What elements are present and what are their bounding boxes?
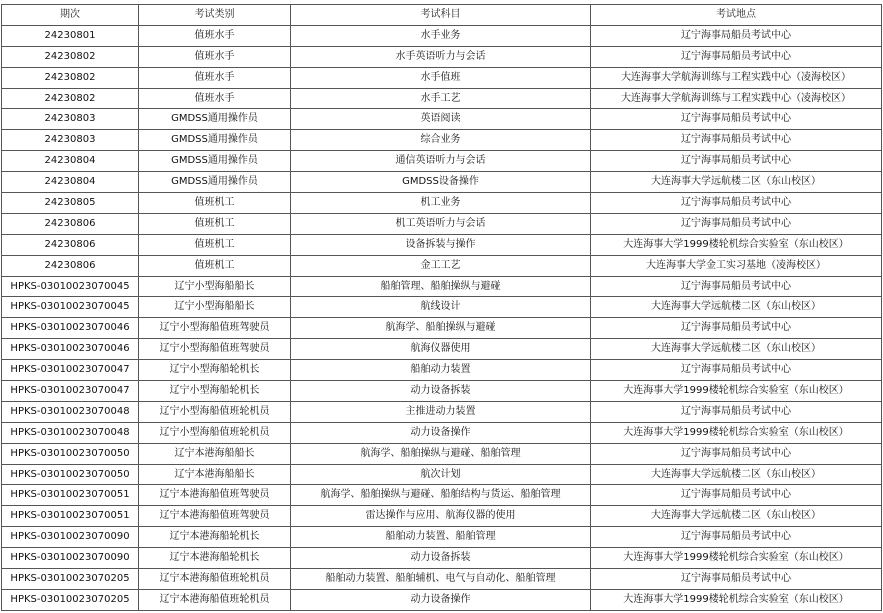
cell-period: 24230803 — [2, 109, 139, 130]
table-row — [2, 443, 882, 464]
cell-period: HPKS-03010023070047 — [2, 381, 139, 402]
cell-location: 辽宁海事局船员考试中心 — [591, 527, 882, 548]
table-row — [2, 46, 882, 67]
cell-location: 大连海事大学远航楼二区（东山校区） — [591, 506, 882, 527]
table-row — [2, 464, 882, 485]
cell-period: HPKS-03010023070048 — [2, 401, 139, 422]
cell-category: 值班水手 — [139, 67, 291, 88]
cell-period: HPKS-03010023070046 — [2, 318, 139, 339]
cell-period: HPKS-03010023070205 — [2, 589, 139, 610]
cell-location: 大连海事大学1999楼轮机综合实验室（东山校区） — [591, 589, 882, 610]
table-header-row — [2, 5, 882, 26]
cell-category: 辽宁本港海船船长 — [139, 443, 291, 464]
table-row — [2, 193, 882, 214]
cell-location: 大连海事大学金工实习基地（凌海校区） — [591, 255, 882, 276]
cell-period: HPKS-03010023070045 — [2, 276, 139, 297]
cell-category: 辽宁本港海船轮机长 — [139, 548, 291, 569]
cell-subject: 船舶管理、船舶操纵与避碰 — [291, 276, 591, 297]
cell-period: HPKS-03010023070051 — [2, 485, 139, 506]
cell-period: 24230806 — [2, 213, 139, 234]
cell-subject: 金工工艺 — [291, 255, 591, 276]
exam-schedule-table — [1, 4, 882, 611]
cell-location: 辽宁海事局船员考试中心 — [591, 318, 882, 339]
table-row — [2, 527, 882, 548]
cell-subject: 船舶动力装置、船舶管理 — [291, 527, 591, 548]
table-row — [2, 548, 882, 569]
cell-location: 大连海事大学1999楼轮机综合实验室（东山校区） — [591, 422, 882, 443]
cell-location: 辽宁海事局船员考试中心 — [591, 443, 882, 464]
table-row — [2, 213, 882, 234]
cell-category: GMDSS通用操作员 — [139, 130, 291, 151]
table-row — [2, 381, 882, 402]
cell-category: 辽宁小型海船轮机长 — [139, 360, 291, 381]
cell-subject: GMDSS设备操作 — [291, 172, 591, 193]
cell-subject: 航海学、船舶操纵与避碰、船舶管理 — [291, 443, 591, 464]
table-row — [2, 506, 882, 527]
cell-period: 24230804 — [2, 172, 139, 193]
cell-subject: 主推进动力装置 — [291, 401, 591, 422]
cell-location: 辽宁海事局船员考试中心 — [591, 46, 882, 67]
cell-category: 值班机工 — [139, 255, 291, 276]
cell-location: 辽宁海事局船员考试中心 — [591, 109, 882, 130]
cell-category: 值班机工 — [139, 213, 291, 234]
cell-location: 辽宁海事局船员考试中心 — [591, 360, 882, 381]
cell-subject: 动力设备操作 — [291, 422, 591, 443]
table-row — [2, 172, 882, 193]
cell-location: 大连海事大学远航楼二区（东山校区） — [591, 297, 882, 318]
cell-category: 辽宁本港海船值班轮机员 — [139, 569, 291, 590]
cell-subject: 设备拆装与操作 — [291, 234, 591, 255]
cell-period: HPKS-03010023070046 — [2, 339, 139, 360]
cell-category: 辽宁本港海船值班驾驶员 — [139, 506, 291, 527]
cell-location: 辽宁海事局船员考试中心 — [591, 213, 882, 234]
cell-subject: 水手值班 — [291, 67, 591, 88]
table-row — [2, 276, 882, 297]
cell-period: HPKS-03010023070045 — [2, 297, 139, 318]
cell-category: 值班水手 — [139, 88, 291, 109]
table-row — [2, 589, 882, 610]
cell-location: 辽宁海事局船员考试中心 — [591, 193, 882, 214]
table-row — [2, 485, 882, 506]
cell-subject: 船舶动力装置、船舶辅机、电气与自动化、船舶管理 — [291, 569, 591, 590]
cell-subject: 机工英语听力与会话 — [291, 213, 591, 234]
table-row — [2, 569, 882, 590]
cell-category: GMDSS通用操作员 — [139, 151, 291, 172]
table-row — [2, 234, 882, 255]
cell-period: 24230801 — [2, 25, 139, 46]
table-row — [2, 360, 882, 381]
cell-category: 辽宁本港海船值班驾驶员 — [139, 485, 291, 506]
cell-period: 24230803 — [2, 130, 139, 151]
cell-category: 辽宁小型海船船长 — [139, 297, 291, 318]
cell-subject: 船舶动力装置 — [291, 360, 591, 381]
cell-subject: 航次计划 — [291, 464, 591, 485]
cell-category: 辽宁小型海船船长 — [139, 276, 291, 297]
table-row — [2, 151, 882, 172]
cell-period: 24230805 — [2, 193, 139, 214]
cell-category: 辽宁小型海船轮机长 — [139, 381, 291, 402]
cell-period: HPKS-03010023070047 — [2, 360, 139, 381]
table-row — [2, 422, 882, 443]
cell-subject: 综合业务 — [291, 130, 591, 151]
cell-location: 大连海事大学1999楼轮机综合实验室（东山校区） — [591, 381, 882, 402]
table-row — [2, 88, 882, 109]
table-row — [2, 67, 882, 88]
cell-category: 值班机工 — [139, 234, 291, 255]
cell-category: 值班水手 — [139, 25, 291, 46]
cell-category: 辽宁小型海船值班驾驶员 — [139, 318, 291, 339]
cell-category: 辽宁小型海船值班驾驶员 — [139, 339, 291, 360]
cell-subject: 水手工艺 — [291, 88, 591, 109]
cell-subject: 机工业务 — [291, 193, 591, 214]
cell-location: 辽宁海事局船员考试中心 — [591, 276, 882, 297]
cell-period: HPKS-03010023070090 — [2, 548, 139, 569]
table-row — [2, 339, 882, 360]
cell-period: HPKS-03010023070050 — [2, 464, 139, 485]
cell-category: 辽宁本港海船船长 — [139, 464, 291, 485]
table-row — [2, 109, 882, 130]
cell-subject: 雷达操作与应用、航海仪器的使用 — [291, 506, 591, 527]
cell-category: GMDSS通用操作员 — [139, 172, 291, 193]
cell-subject: 航海学、船舶操纵与避碰、船舶结构与货运、船舶管理 — [291, 485, 591, 506]
cell-category: 辽宁小型海船值班轮机员 — [139, 401, 291, 422]
cell-category: 辽宁本港海船值班轮机员 — [139, 589, 291, 610]
cell-subject: 航海学、船舶操纵与避碰 — [291, 318, 591, 339]
cell-period: HPKS-03010023070205 — [2, 569, 139, 590]
cell-category: 值班机工 — [139, 193, 291, 214]
cell-period: HPKS-03010023070050 — [2, 443, 139, 464]
header-location: 考试地点 — [591, 5, 882, 26]
cell-location: 辽宁海事局船员考试中心 — [591, 151, 882, 172]
cell-location: 辽宁海事局船员考试中心 — [591, 569, 882, 590]
header-period: 期次 — [2, 5, 139, 26]
cell-subject: 航海仪器使用 — [291, 339, 591, 360]
cell-subject: 动力设备拆装 — [291, 548, 591, 569]
cell-period: HPKS-03010023070048 — [2, 422, 139, 443]
table-row — [2, 255, 882, 276]
cell-subject: 水手英语听力与会话 — [291, 46, 591, 67]
table-row — [2, 318, 882, 339]
cell-period: HPKS-03010023070090 — [2, 527, 139, 548]
cell-location: 大连海事大学远航楼二区（东山校区） — [591, 339, 882, 360]
cell-subject: 英语阅读 — [291, 109, 591, 130]
cell-period: HPKS-03010023070051 — [2, 506, 139, 527]
cell-subject: 航线设计 — [291, 297, 591, 318]
cell-subject: 水手业务 — [291, 25, 591, 46]
cell-period: 24230804 — [2, 151, 139, 172]
cell-period: 24230802 — [2, 67, 139, 88]
cell-location: 大连海事大学1999楼轮机综合实验室（东山校区） — [591, 234, 882, 255]
header-subject: 考试科目 — [291, 5, 591, 26]
cell-location: 大连海事大学1999楼轮机综合实验室（东山校区） — [591, 548, 882, 569]
cell-subject: 动力设备拆装 — [291, 381, 591, 402]
cell-location: 大连海事大学远航楼二区（东山校区） — [591, 172, 882, 193]
cell-location: 辽宁海事局船员考试中心 — [591, 130, 882, 151]
cell-location: 辽宁海事局船员考试中心 — [591, 401, 882, 422]
cell-period: 24230802 — [2, 88, 139, 109]
cell-category: 辽宁小型海船值班轮机员 — [139, 422, 291, 443]
table-body — [2, 25, 882, 610]
table-row — [2, 25, 882, 46]
cell-location: 大连海事大学航海训练与工程实践中心（凌海校区） — [591, 67, 882, 88]
table-row — [2, 130, 882, 151]
cell-category: 辽宁本港海船轮机长 — [139, 527, 291, 548]
table-row — [2, 401, 882, 422]
cell-subject: 通信英语听力与会话 — [291, 151, 591, 172]
cell-period: 24230806 — [2, 255, 139, 276]
cell-subject: 动力设备操作 — [291, 589, 591, 610]
cell-location: 大连海事大学航海训练与工程实践中心（凌海校区） — [591, 88, 882, 109]
cell-category: GMDSS通用操作员 — [139, 109, 291, 130]
cell-location: 大连海事大学远航楼二区（东山校区） — [591, 464, 882, 485]
table-row — [2, 297, 882, 318]
cell-category: 值班水手 — [139, 46, 291, 67]
cell-period: 24230802 — [2, 46, 139, 67]
cell-period: 24230806 — [2, 234, 139, 255]
header-category: 考试类别 — [139, 5, 291, 26]
cell-location: 辽宁海事局船员考试中心 — [591, 25, 882, 46]
cell-location: 辽宁海事局船员考试中心 — [591, 485, 882, 506]
